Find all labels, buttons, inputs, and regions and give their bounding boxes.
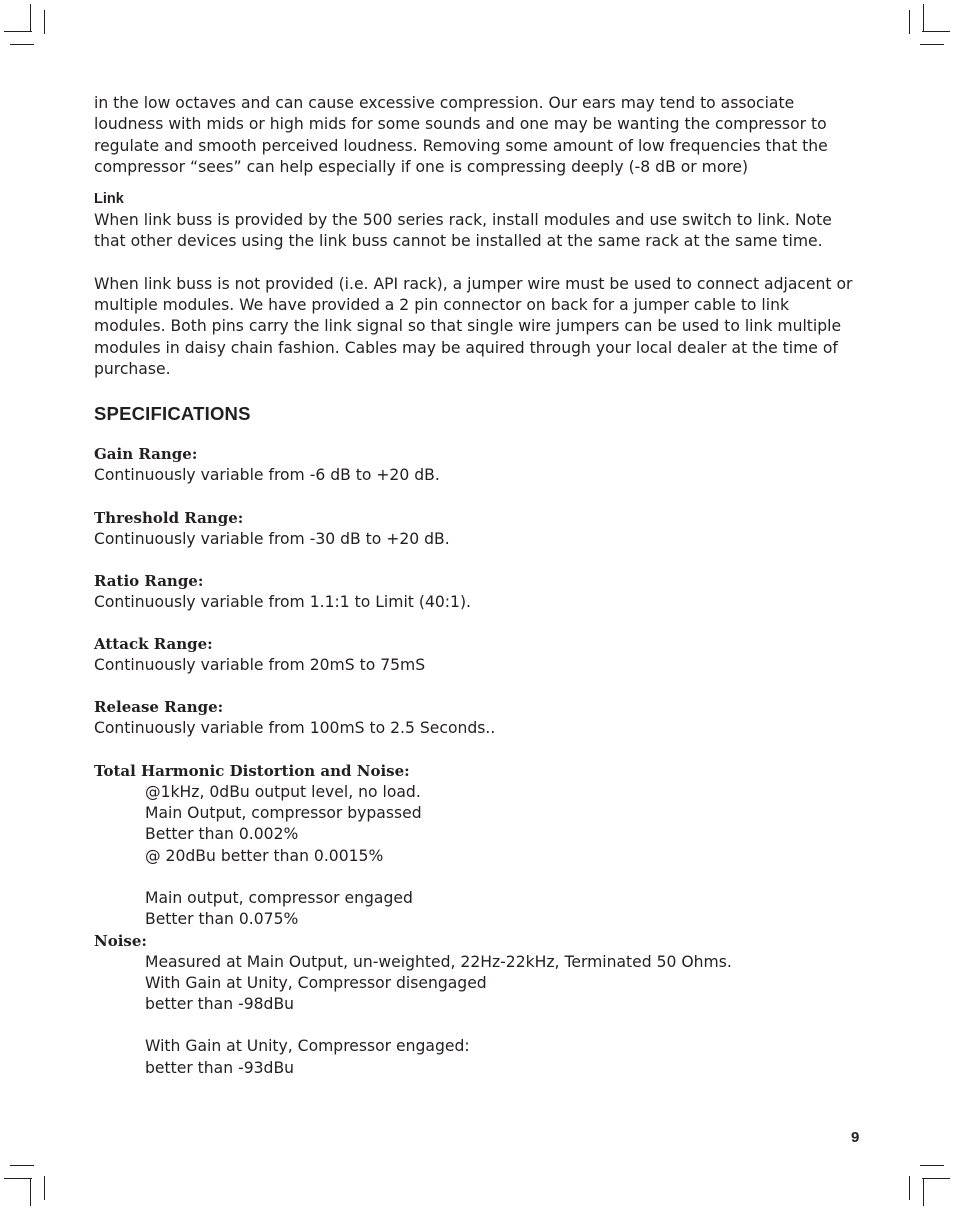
spec-label: Attack Range:: [94, 635, 213, 654]
crop-mark: [920, 44, 944, 45]
spec-line: @ 20dBu better than 0.0015%: [145, 846, 384, 865]
crop-mark: [30, 4, 31, 32]
crop-mark: [10, 44, 34, 45]
spec-label: Release Range:: [94, 698, 224, 717]
spec-line: better than -93dBu: [145, 1058, 295, 1077]
crop-mark: [920, 1165, 944, 1166]
spec-noise: [94, 931, 864, 1079]
crop-mark: [922, 31, 950, 32]
crop-mark: [4, 1178, 32, 1179]
spec-line: Main Output, compressor bypassed: [145, 804, 422, 823]
spec-ratio: [94, 571, 864, 613]
page-content: [94, 93, 864, 1079]
crop-mark: [923, 1178, 924, 1206]
spec-line: better than -98dBu: [145, 995, 295, 1014]
spec-line: Main output, compressor engaged: [145, 888, 413, 907]
page-number: 9: [851, 1129, 860, 1146]
spec-line: With Gain at Unity, Compressor engaged:: [145, 1037, 470, 1056]
intro-paragraph: in the low octaves and can cause excessive compression. Our ears may tend to associate loudness with mids or high mids for some sounds and one may be wanting the compressor to regulate and smooth perceived loudness. Removing some amount of low frequencies that the compressor “sees” can help especially if one is compressing deeply (-8 dB or more): [94, 94, 828, 176]
crop-mark: [4, 31, 32, 32]
crop-mark: [44, 1176, 45, 1200]
spec-label: Noise:: [94, 931, 147, 950]
crop-mark: [30, 1178, 31, 1206]
crop-mark: [909, 10, 910, 34]
spec-thd: [94, 761, 864, 931]
spec-label: Threshold Range:: [94, 508, 244, 527]
spec-gain: [94, 444, 864, 486]
crop-mark: [922, 1178, 950, 1179]
spec-value: Continuously variable from 1.1:1 to Limit (40:1).: [94, 592, 471, 611]
link-paragraph: When link buss is not provided (i.e. API rack), a jumper wire must be used to connect adjacent or multiple modules. We have provided a 2 pin connector on back for a jumper cable to link modules. Both pins carry the link signal so that single wire jumpers can be used to link multiple modules in daisy chain fashion. Cables may be aquired through your local dealer at the time of purchase.: [94, 274, 853, 378]
spec-line: Measured at Main Output, un-weighted, 22Hz-22kHz, Terminated 50 Ohms.: [145, 952, 732, 971]
spec-line: Better than 0.075%: [145, 910, 299, 929]
spec-attack: [94, 634, 864, 676]
spec-value: Continuously variable from 20mS to 75mS: [94, 656, 426, 675]
crop-mark: [10, 1165, 34, 1166]
spec-value: Continuously variable from -6 dB to +20 dB.: [94, 466, 440, 485]
crop-mark: [909, 1176, 910, 1200]
spec-label: Ratio Range:: [94, 571, 204, 590]
spec-label: Total Harmonic Distortion and Noise:: [94, 761, 410, 780]
specifications-heading: SPECIFICATIONS: [94, 403, 251, 425]
crop-mark: [923, 4, 924, 32]
link-heading: Link: [94, 191, 124, 208]
spec-threshold: [94, 508, 864, 550]
crop-mark: [44, 10, 45, 34]
spec-line: With Gain at Unity, Compressor disengaged: [145, 973, 487, 992]
spec-line: Better than 0.002%: [145, 825, 299, 844]
spec-release: [94, 697, 864, 739]
spec-label: Gain Range:: [94, 445, 198, 464]
spec-value: Continuously variable from -30 dB to +20 dB.: [94, 529, 450, 548]
link-paragraph: When link buss is provided by the 500 series rack, install modules and use switch to link. Note that other devices using the link buss cannot be installed at the same rack at the same time.: [94, 211, 832, 251]
spec-value: Continuously variable from 100mS to 2.5 Seconds..: [94, 719, 496, 738]
spec-line: @1kHz, 0dBu output level, no load.: [145, 782, 421, 801]
